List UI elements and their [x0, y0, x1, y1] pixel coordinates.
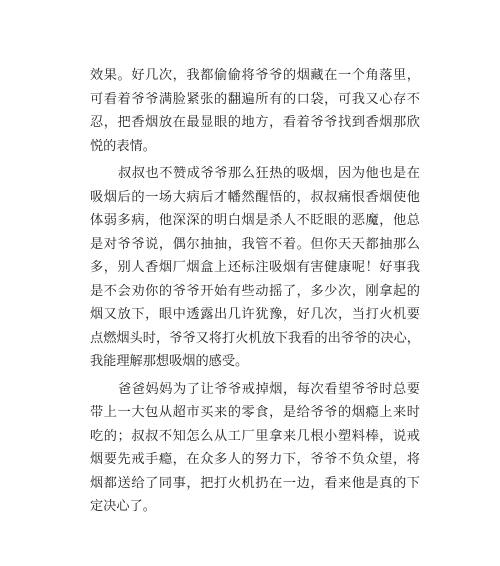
text-line: 带上一大包从超市买来的零食，是给爷爷的烟瘾上来时	[90, 405, 420, 420]
text-line: 定决心了。	[90, 499, 156, 514]
text-line: 忍，把香烟放在最显眼的地方，看着爷爷找到香烟那欣	[90, 115, 420, 130]
text-line: 我能理解那想吸烟的感受。	[90, 354, 249, 369]
text-line: 点燃烟头时，爷爷又将打火机放下我看的出爷爷的决心，	[90, 330, 420, 346]
text-line: 多，别人香烟厂烟盒上还标注吸烟有害健康呢！好事我	[90, 260, 420, 275]
text-line: 烟要先戒手瘾，在众多人的努力下，爷爷不负众望，将	[90, 452, 420, 467]
paragraph-1	[90, 64, 420, 158]
text-line: 烟又放下，眼中透露出几许犹豫，好几次，当打火机要	[90, 307, 420, 322]
text-line: 效果。好几次，我都偷偷将爷爷的烟藏在一个角落里，	[90, 68, 420, 83]
text-line: 体弱多病，他深深的明白烟是杀人不眨眼的恶魔，他总	[90, 213, 420, 228]
document-body	[90, 64, 420, 519]
text-line: 爸爸妈妈为了让爷爷戒掉烟，每次看望爷爷时总要	[118, 381, 420, 397]
text-line: 可看着爷爷满脸紧张的翻遍所有的口袋，可我又心存不	[90, 91, 420, 107]
text-line: 烟都送给了同事，把打火机扔在一边，看来他是真的下	[90, 475, 420, 491]
text-line: 叔叔也不赞成爷爷那么狂热的吸烟，因为他也是在	[118, 166, 420, 181]
paragraph-3	[90, 378, 420, 519]
text-line: 是不会劝你的爷爷开始有些动摇了，多少次，刚拿起的	[90, 283, 420, 299]
text-line: 吃的；叔叔不知怎么从工厂里拿来几根小塑料棒，说戒	[90, 428, 420, 444]
text-line: 悦的表情。	[90, 138, 156, 154]
text-line: 是对爷爷说，偶尔抽抽，我管不着。但你天天都抽那么	[90, 236, 420, 252]
text-line: 吸烟后的一场大病后才幡然醒悟的，叔叔痛恨香烟使他	[90, 189, 420, 205]
paragraph-2	[90, 162, 420, 374]
